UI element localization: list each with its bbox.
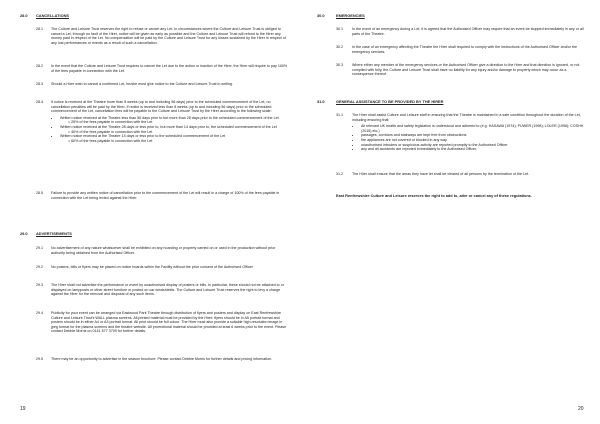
clause-text: No advertisement of any nature whatsoever shall be exhibited on any hoarding or property carried on or used in the production without prior authority being obtained from the Authorised Officer. — [51, 246, 276, 255]
clause-text: In the event that the Culture and Leisure Trust requires to cancel the Let due to the action or inaction of the Hirer, the Hirer will require to pay 100% of the fees payable in connection with the Let. — [51, 64, 288, 73]
fee-note: = 25% of the fees payable in connection with the Let — [68, 120, 153, 125]
list-item — [60, 116, 290, 125]
section-30-number: 30.0 — [317, 13, 325, 18]
clause-number: 29.3 — [36, 283, 44, 287]
fee-note: = 60% of the fees payable in connection with the Let — [68, 138, 153, 143]
list-item — [60, 134, 290, 143]
section-31-number: 31.0 — [317, 99, 325, 104]
cancellation-scale-list — [51, 116, 290, 144]
clause-text: The Hirer shall not advertise the performance or event by unauthorised display of posters or bills. In particular, these should not be attached to or displayed on lampposts or other street furniture or posted on car windshields. The Culture and Leisure Trust reserves the right to levy a charge against the Hirer for the removal and disposal of any such items. — [51, 283, 284, 297]
section-29-number: 29.0 — [20, 231, 28, 236]
clause-intro: If notice is received at the Theatre more than 8 weeks (up to and including 56 days) prior to the scheduled commencement of the Let, no cancellation penalties will be paid by the Hirer. If notice is received less than 8 weeks (up to and including 56 days) prior to the scheduled commencement of the Let, cancellation fees will be payable to the Culture and Leisure Trust by the Hirer according to the following scale: — [51, 100, 272, 114]
clause-number: 30.2 — [336, 45, 344, 49]
clause-text: The Hirer shall ensure that the areas they have let shall be cleared of all persons by the termination of the Let. — [352, 172, 530, 176]
clause-number: 28.2 — [36, 64, 44, 68]
page-number: 20 — [578, 406, 584, 412]
section-28-number: 28.0 — [20, 13, 28, 18]
bullet-text: Written notice received at the Theatre less than 56 days prior to but more than 28 days prior to the scheduled commencement of the Let — [60, 115, 279, 120]
clause-number: 31.2 — [336, 172, 344, 176]
clause-number: 28.1 — [36, 27, 44, 31]
clause-number: 29.4 — [36, 311, 44, 315]
page-number: 19 — [20, 406, 26, 412]
clause-text: No posters, bills or flyers may be placed on notice boards within the Facility without the prior consent of the Authorised Officer. — [51, 265, 254, 269]
bullet-text: Written notice received at the Theatre 14 days or less prior to the scheduled commencement of the Let — [60, 134, 226, 139]
clause-text: Should a Hirer wish to cancel a confirmed Let, he/she must give notice to the Culture and Leisure Trust in writing. — [51, 82, 233, 86]
closing-statement: East Renfrewshire Culture and Leisure reserves the right to add to, alter or cancel any of these regulations. — [336, 194, 532, 198]
page-20 — [300, 0, 600, 424]
hirer-duties-list — [352, 124, 587, 152]
clause-number: 28.4 — [36, 100, 44, 104]
clause-text — [352, 113, 587, 152]
clause-number: 28.5 — [36, 191, 44, 195]
clause-text: There may be an opportunity to advertise in the season brochure. Please contact Debbie Morris for further details and pricing information. — [51, 357, 273, 361]
section-28-title: CANCELLATIONS — [36, 13, 69, 18]
section-30-title: EMERGENCIES — [336, 13, 365, 18]
clause-text: Failure to provide any written notice of cancellation prior to the commencement of the Let will result in a charge of 100% of the fees payable in connection with the Let being levied against the Hirer. — [51, 191, 280, 200]
clause-number: 28.3 — [36, 82, 44, 86]
list-item: • any and all accidents are reported immediately to the Authorised Officer. — [361, 147, 587, 152]
list-item: • All relevant UK health and safety legislation is understood and adhered to (e.g. HASAWA (1974); PUWER (1998); LOLER (1998); COSHH (2015) etc.) — [361, 124, 587, 133]
list-item: • passages, corridors and stairways are kept free from obstructions — [361, 133, 587, 138]
clause-number: 30.1 — [336, 27, 344, 31]
clause-text: Where either any member of the emergency services or the Authorised Officer give a direction to the Hirer and that direction is ignored, or not complied with fully, the Culture and Leisure Trust shall have no liability for any injury and/or damage to property which may occur as a consequence thereof. — [352, 63, 580, 77]
clause-text: The Culture and Leisure Trust reserves the right to refuse or cancel any Let. In circumstances where the Culture and Leisure Trust is obliged to cancel a Let, through no fault of the Hirer, notice will be given as early as possible and the Culture and Leisure Trust will refund to the Hirer any money paid in respect of the Let. No compensation will be paid by the Culture and Leisure Trust for any losses sustained by the Hirer in respect of any lost performances or events as a result of such a cancellation. — [51, 27, 286, 45]
list-item: • unauthorised intruders or suspicious activity are reported promptly to the Authorised Officer — [361, 143, 587, 148]
section-31-title: GENERAL ASSISTANCE TO BE PROVIDED BY THE HIRER — [336, 99, 444, 104]
section-29-title: ADVERTISEMENTS — [36, 231, 72, 236]
clause-text — [51, 100, 290, 143]
list-item — [60, 125, 290, 134]
clause-text: In the case of an emergency affecting the Theatre the Hirer shall required to comply with the instructions of the Authorised Officer and/or the emergency services. — [352, 45, 578, 54]
clause-number: 29.2 — [36, 265, 44, 269]
clause-number: 31.1 — [336, 113, 344, 117]
clause-number: 29.1 — [36, 246, 44, 250]
list-item: • fire appliances are not covered or blocked in any way — [361, 138, 587, 143]
clause-text: In the event of an emergency during a Let, it is agreed that the Authorised Officer may require that an event be stopped immediately in any or all parts of the Theatre. — [352, 27, 584, 36]
bullet-text: Written notice received at the Theatre 28 days or less prior to, but more than 14 days prior to, the scheduled commencement of the Let — [60, 124, 277, 129]
clause-number: 30.3 — [336, 63, 344, 67]
fee-note: = 40% of the fees payable in connection with the Let — [68, 129, 153, 134]
clause-intro: The Hirer shall assist Culture and Leisure staff in ensuring that the Theatre is maintained in a safe condition throughout the duration of the Let, including ensuring that: — [352, 113, 581, 122]
clause-number: 29.5 — [36, 357, 44, 361]
clause-text: Publicity for your event can be arranged via Eastwood Park Theatre through distribution of flyers and posters and display on East Renfrewshire Culture and Leisure Trust's WALL plasma screens. All printed material must be provided by the Hirer: flyers should be in A5 portrait format and posters should be in either A4 or A3 portrait format. All print should be full colour. The Hirer must also provide a suitable high-resolution image in jpeg format for the plasma screens and the theatre website. All promotional material should be provided at least 6 weeks prior to the event. Please contact Debbie Morris on 0141 577 3709 for further details. — [51, 311, 287, 334]
